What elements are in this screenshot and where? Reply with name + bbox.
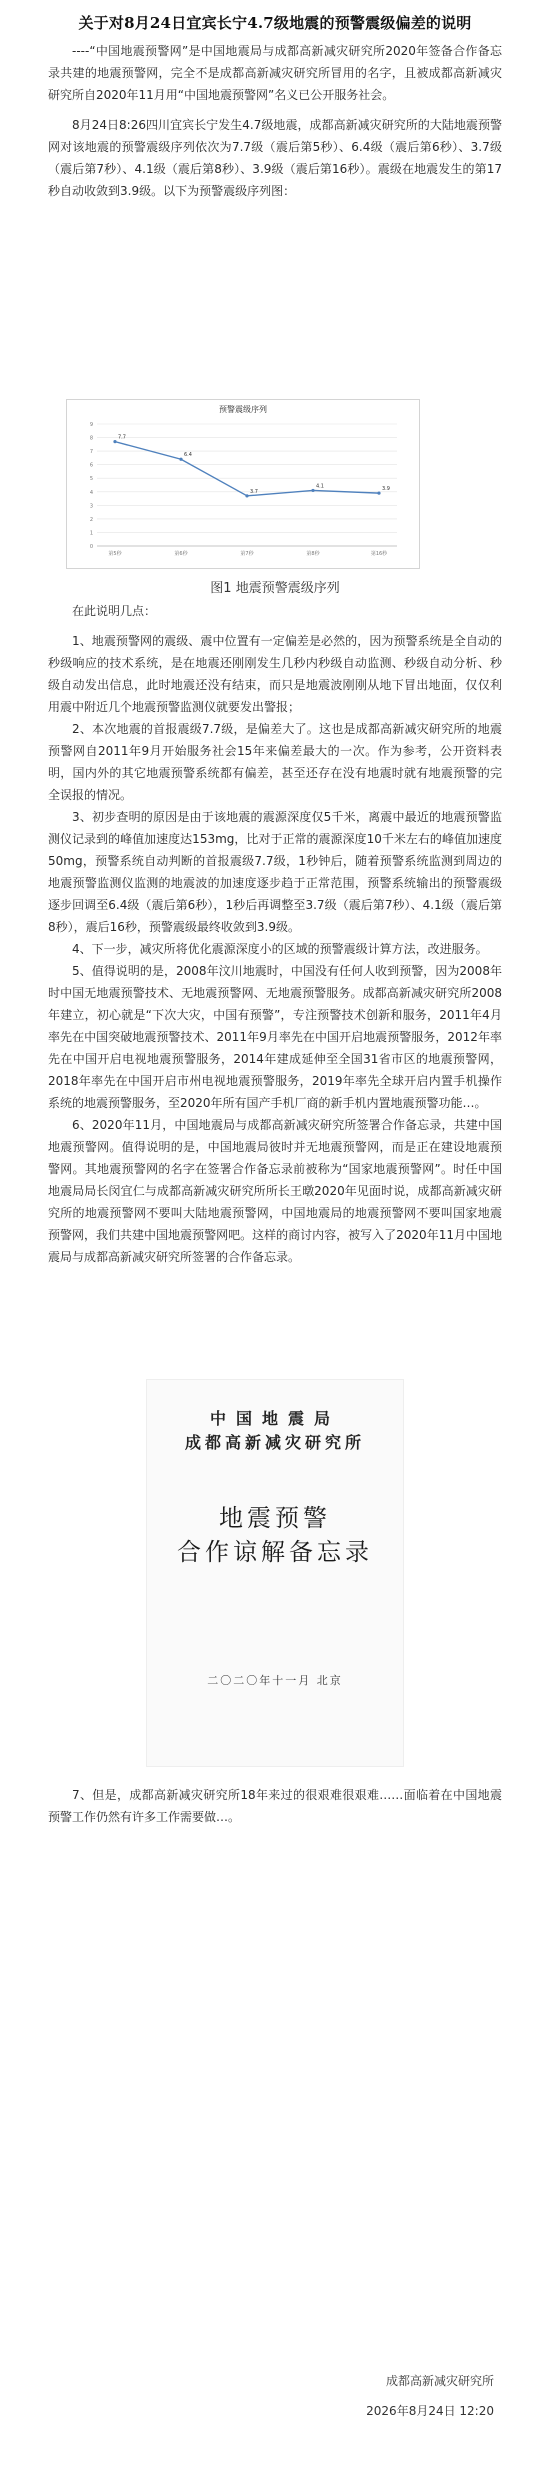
chart-point (377, 492, 380, 495)
chart-data-label: 4.1 (316, 483, 324, 490)
signature-org: 成都高新减灾研究所 (385, 2374, 494, 2388)
paragraph-9: 6、2020年11月，中国地震局与成都高新减灾研究所签署合作备忘录，共建中国地震预警网。值得说明的是，中国地震局彼时并无地震预警网，而是正在建设地震预警网。其地震预警网的名字在签署合作备忘录前被称为“国家地震预警网”。时任中国地震局局长闵宜仁与成都高新减灾研究所所长王暾2020年见面时说，成都高新减灾研究所的地震预警网不要叫大陆地震预警网，中国地震局的地震预警网不要叫国家地震预警网，我们共建中国地震预警网吧。这样的商讨内容，被写入了2020年11月中国地震局与成都高新减灾研究所签署的合作备忘录。 (48, 1118, 502, 1264)
closing-section (48, 1784, 502, 1828)
paragraph-7: 4、下一步，减灾所将优化震源深度小的区域的预警震级计算方法，改进服务。 (72, 942, 488, 956)
chart-x-tick-label: 第6秒 (174, 551, 188, 557)
chart-y-tick-label: 8 (89, 435, 93, 442)
chart-point (245, 494, 248, 497)
magnitude-chart-svg (67, 400, 419, 568)
chart-data-label: 3.9 (382, 486, 390, 493)
chart-point (179, 458, 182, 461)
chart-x-tick-label: 第7秒 (240, 551, 254, 557)
intro-paragraph: ----“中国地震预警网”是中国地震局与成都高新减灾研究所2020年签备合作备忘录共建的地震预警网，完全不是成都高新减灾研究所冒用的名字，且被成都高新减灾研究所自2020年11月用“中国地震预警网”名义已公开服务社会。 (48, 44, 502, 102)
chart-x-tick-label: 第5秒 (108, 551, 122, 557)
paragraph-4: 1、地震预警网的震级、震中位置有一定偏差是必然的，因为预警系统是全自动的秒级响应的技术系统，是在地震还刚刚发生几秒内秒级自动监测、秒级自动分析、秒级自动发出信息，此时地震还没有结束，而只是地震波刚刚从地下冒出地面，仅仅利用震中附近几个地震预警监测仪就要发出警报； (48, 634, 502, 714)
magnitude-chart (66, 399, 420, 569)
chart-x-tick-label: 第16秒 (370, 551, 388, 557)
paragraph-2: 8月24日8:26四川宜宾长宁发生4.7级地震，成都高新减灾研究所的大陆地震预警网对该地震的预警震级序列依次为7.7级（震后第5秒）、6.4级（震后第6秒）、3.7级（震后第7秒）、4.1级（震后第8秒）、3.9级（震后第16秒）。震级在地震发生的第17秒自动收敛到3.9级。以下为预警震级序列图： (48, 118, 502, 198)
chart-y-tick-label: 6 (89, 462, 93, 469)
paragraph-3: 在此说明几点： (72, 604, 157, 618)
signature-datetime: 2026年8月24日 12:20 (366, 2404, 494, 2418)
chart-y-tick-label: 0 (89, 544, 93, 550)
figure-caption: 图1 地震预警震级序列 (210, 581, 340, 596)
document-title: 关于对8月24日宜宾长宁4.7级地震的预警震级偏差的说明 (78, 14, 472, 32)
memo-cover-image (147, 1380, 403, 1766)
chart-data-label: 7.7 (118, 434, 126, 441)
chart-y-tick-label: 3 (89, 503, 93, 510)
body-section (48, 600, 502, 1268)
chart-y-tick-label: 7 (89, 449, 93, 456)
chart-grid (97, 424, 397, 546)
chart-labels (90, 422, 390, 557)
intro-section (48, 40, 502, 202)
chart-y-tick-label: 4 (89, 489, 93, 496)
chart-series-line (115, 442, 379, 496)
chart-y-tick-label: 5 (89, 476, 93, 483)
memo-date: 二〇二〇年十一月 北京 (207, 1674, 343, 1687)
memo-org-line-2: 成都高新减灾研究所 (184, 1433, 365, 1452)
chart-data-label: 3.7 (250, 488, 258, 495)
memo-org-line-1: 中国地震局 (209, 1409, 340, 1428)
paragraph-6: 3、初步查明的原因是由于该地震的震源深度仅5千米，离震中最近的地震预警监测仪记录到的峰值加速度达153mg，比对于正常的震源深度10千米左右的峰值加速度50mg，预警系统自动判断的首报震级7.7级，1秒钟后，随着预警系统监测到周边的地震预警监测仪监测的地震波的加速度逐步趋于正常范围，预警系统输出的预警震级逐步回调至6.4级（震后第6秒），1秒后再调整至3.7级（震后第7秒）、4.1级（震后第8秒），震后16秒，预警震级最终收敛到3.9级。 (48, 810, 502, 934)
chart-title: 预警震级序列 (219, 405, 267, 414)
paragraph-10: 7、但是，成都高新减灾研究所18年来过的很艰难很艰难……面临着在中国地震预警工作仍然有许多工作需要做…。 (48, 1788, 502, 1824)
chart-y-tick-label: 9 (89, 422, 93, 428)
memo-title-line-1: 地震预警 (219, 1504, 331, 1532)
paragraph-8: 5、值得说明的是，2008年汶川地震时，中国没有任何人收到预警，因为2008年时中国无地震预警技术、无地震预警网、无地震预警服务。成都高新减灾研究所2008年建立，初心就是“下次大灾，中国有预警”，专注预警技术创新和服务，2011年4月率先在中国突破地震预警技术、2011年9月率先在中国开启地震预警服务，2012年率先在中国开启电视地震预警服务，2014年建成延伸至全国31省市区的地震预警网，2018年率先在中国开启市州电视地震预警服务，2019年率先全球开启内置手机操作系统的地震预警服务，至2020年所有国产手机厂商的新手机内置地震预警功能…。 (48, 964, 502, 1110)
chart-x-tick-label: 第8秒 (306, 551, 320, 557)
chart-point (311, 489, 314, 492)
chart-series (113, 440, 380, 497)
chart-y-tick-label: 2 (89, 516, 93, 523)
chart-data-label: 6.4 (184, 452, 192, 459)
memo-title-line-2: 合作谅解备忘录 (177, 1538, 373, 1566)
chart-y-tick-label: 1 (89, 530, 93, 537)
chart-point (113, 440, 116, 443)
paragraph-5: 2、本次地震的首报震级7.7级，是偏差大了。这也是成都高新减灾研究所的地震预警网自2011年9月开始服务社会15年来偏差最大的一次。作为参考，公开资料表明，国内外的其它地震预警系统都有偏差，甚至还存在没有地震时就有地震预警的完全误报的情况。 (48, 722, 502, 802)
